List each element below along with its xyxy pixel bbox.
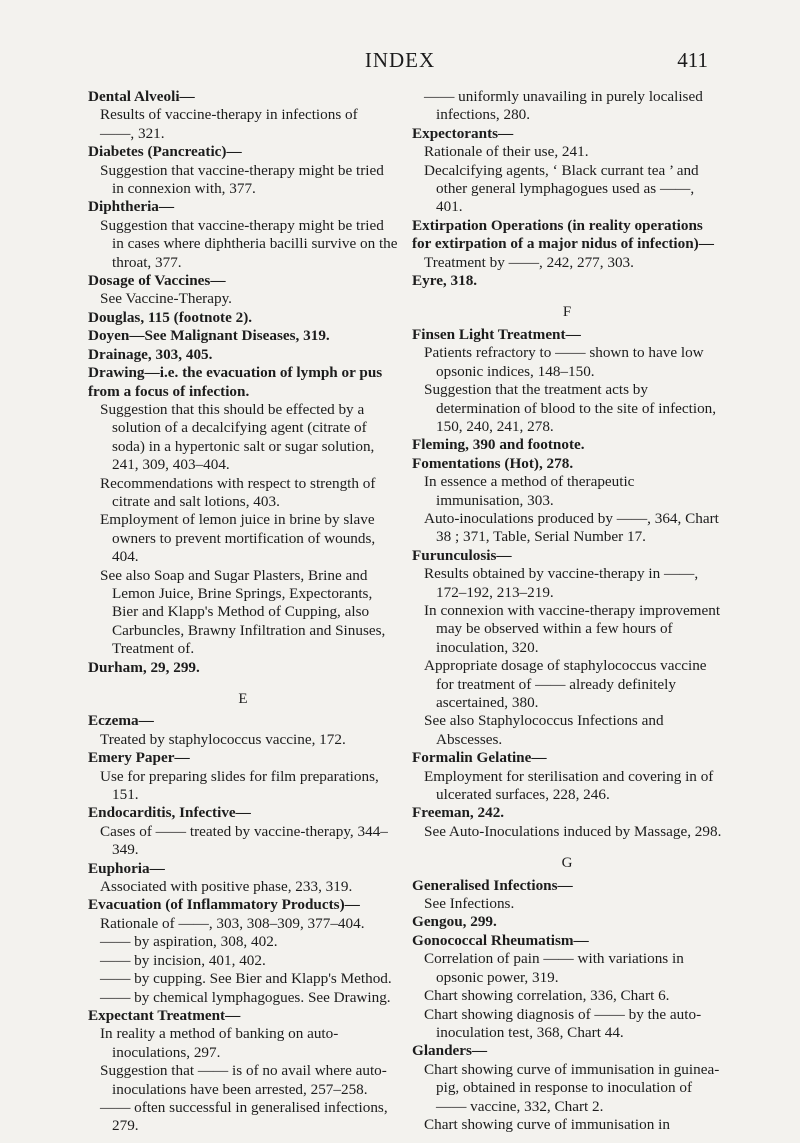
index-heading: Generalised Infections— [412, 876, 573, 894]
index-heading: Dosage of Vaccines— [88, 272, 226, 290]
index-heading: Gonococcal Rheumatism— [412, 931, 589, 949]
index-subentry: See also Soap and Sugar Plasters, Brine and Lemon Juice, Brine Springs, Expectorants, Bier and Klapp's Method of Cupping, also Carbuncles, Brawny Infiltration and Sinuses, Treatment of. [100, 566, 386, 658]
index-subentry: Chart showing curve of immunisation in [424, 1115, 670, 1133]
section-letter: E [238, 691, 248, 707]
index-subentry: —— by chemical lymphagogues. See Drawing. [100, 988, 391, 1006]
index-heading: Doyen—See Malignant Diseases, 319. [88, 327, 330, 345]
index-subentry: Correlation of pain —— with variations in opsonic power, 319. [424, 950, 684, 986]
index-subentry: Chart showing diagnosis of —— by the auto-inoculation test, 368, Chart 44. [424, 1005, 702, 1041]
index-subentry: In reality a method of banking on auto-inoculations, 297. [100, 1025, 339, 1061]
index-subentry: See Infections. [424, 895, 515, 913]
index-subentry: See Vaccine-Therapy. [100, 290, 232, 308]
index-subentry: Suggestion that vaccine-therapy might be tried in connexion with, 377. [100, 161, 384, 198]
index-subentry: Treatment by ——, 242, 277, 303. [424, 253, 634, 271]
index-subentry: Chart showing curve of immunisation in guinea-pig, obtained in response to inoculation of —— vaccine, 332, Chart 2. [424, 1060, 720, 1115]
index-subentry: Patients refractory to —— shown to have low opsonic indices, 148–150. [424, 344, 704, 380]
index-subentry: Associated with positive phase, 233, 319. [100, 878, 353, 896]
index-heading: Diphtheria— [88, 198, 175, 216]
index-heading: Gengou, 299. [412, 913, 497, 931]
index-subentry: Auto-inoculations produced by ——, 364, Chart 38 ; 371, Table, Serial Number 17. [424, 509, 719, 546]
index-subentry: In essence a method of therapeutic immunisation, 303. [424, 473, 635, 509]
index-heading: Dental Alveoli— [88, 88, 195, 105]
index-subentry: ——, 321. [100, 124, 165, 142]
index-subentry: Treated by staphylococcus vaccine, 172. [100, 730, 346, 748]
index-heading: Fleming, 390 and footnote. [412, 436, 585, 454]
index-subentry: Chart showing correlation, 336, Chart 6. [424, 987, 670, 1005]
index-column-right [412, 88, 722, 1134]
index-heading: Evacuation (of Inflammatory Products)— [88, 896, 360, 914]
index-heading: Drawing—i.e. the evacuation of lymph or pus from a focus of infection. [88, 364, 383, 400]
index-heading: Extirpation Operations (in reality operations for extirpation of a major nidus of infection)— [412, 216, 714, 253]
index-heading: Freeman, 242. [412, 804, 505, 822]
index-subentry: —— by incision, 401, 402. [100, 951, 266, 969]
index-subentry: Cases of —— treated by vaccine-therapy, 344–349. [100, 822, 388, 859]
running-title: INDEX [364, 48, 436, 72]
index-subentry: In connexion with vaccine-therapy improvement may be observed within a few hours of inoculation, 320. [424, 601, 721, 656]
index-heading: Eczema— [88, 712, 154, 730]
index-subentry: Suggestion that vaccine-therapy might be tried in cases where diphtheria bacilli survive on the throat, 377. [100, 216, 398, 271]
index-subentry: —— by cupping. See Bier and Klapp's Method. [100, 970, 392, 988]
index-heading: Expectant Treatment— [88, 1006, 241, 1024]
index-heading: Euphoria— [88, 859, 165, 877]
page-number: 411 [677, 48, 708, 72]
index-heading: Fomentations (Hot), 278. [412, 454, 574, 472]
index-subentry: Rationale of their use, 241. [424, 143, 589, 161]
index-subentry: Use for preparing slides for film preparations, 151. [100, 767, 379, 804]
index-heading: Endocarditis, Infective— [88, 804, 251, 822]
index-heading: Furunculosis— [412, 546, 512, 564]
index-heading: Durham, 29, 299. [88, 658, 200, 676]
index-subentry: Results obtained by vaccine-therapy in ——, 172–192, 213–219. [424, 565, 699, 601]
index-subentry: Rationale of ——, 303, 308–309, 377–404. [100, 914, 365, 932]
index-subentry: Suggestion that the treatment acts by determination of blood to the site of infection, 150, 240, 241, 278. [424, 381, 717, 435]
index-subentry: Recommendations with respect to strength of citrate and salt lotions, 403. [100, 474, 376, 510]
index-heading: Drainage, 303, 405. [88, 345, 213, 363]
index-heading: Finsen Light Treatment— [412, 325, 581, 343]
index-subentry: —— by aspiration, 308, 402. [100, 933, 278, 951]
index-heading: Glanders— [412, 1042, 488, 1060]
index-heading: Douglas, 115 (footnote 2). [88, 308, 253, 326]
index-subentry: —— uniformly unavailing in purely localised infections, 280. [424, 88, 703, 124]
index-subentry: Decalcifying agents, ‘ Black currant tea ’ and other general lymphagogues used as ——, 401. [424, 161, 699, 216]
index-heading: Emery Paper— [88, 749, 190, 767]
index-subentry: See Auto-Inoculations induced by Massage, 298. [424, 822, 722, 840]
index-heading: Expectorants— [412, 124, 514, 142]
index-subentry: See also Staphylococcus Infections and Abscesses. [424, 712, 664, 748]
index-subentry: —— often successful in generalised infections, 279. [100, 1098, 388, 1135]
index-heading: Diabetes (Pancreatic)— [88, 143, 242, 161]
index-subentry: Results of vaccine-therapy in infections of [100, 106, 358, 124]
index-subentry: Appropriate dosage of staphylococcus vaccine for treatment of —— already definitely ascertained, 380. [424, 657, 707, 711]
page-header [0, 44, 800, 84]
index-heading: Eyre, 318. [412, 272, 478, 290]
index-column-left [88, 88, 398, 1136]
index-heading: Formalin Gelatine— [412, 749, 547, 767]
index-subentry: Employment of lemon juice in brine by slave owners to prevent mortification of wounds, 404. [100, 511, 376, 566]
index-subentry: Suggestion that this should be effected by a solution of a decalcifying agent (citrate of soda) in a hypertonic salt or sugar solution, 241, 309, 403–404. [100, 400, 375, 474]
section-letter: F [562, 304, 572, 321]
index-subentry: Employment for sterilisation and covering in of ulcerated surfaces, 228, 246. [424, 767, 714, 804]
section-letter: G [561, 855, 573, 872]
index-subentry: Suggestion that —— is of no avail where auto-inoculations have been arrested, 257–258. [100, 1062, 387, 1098]
